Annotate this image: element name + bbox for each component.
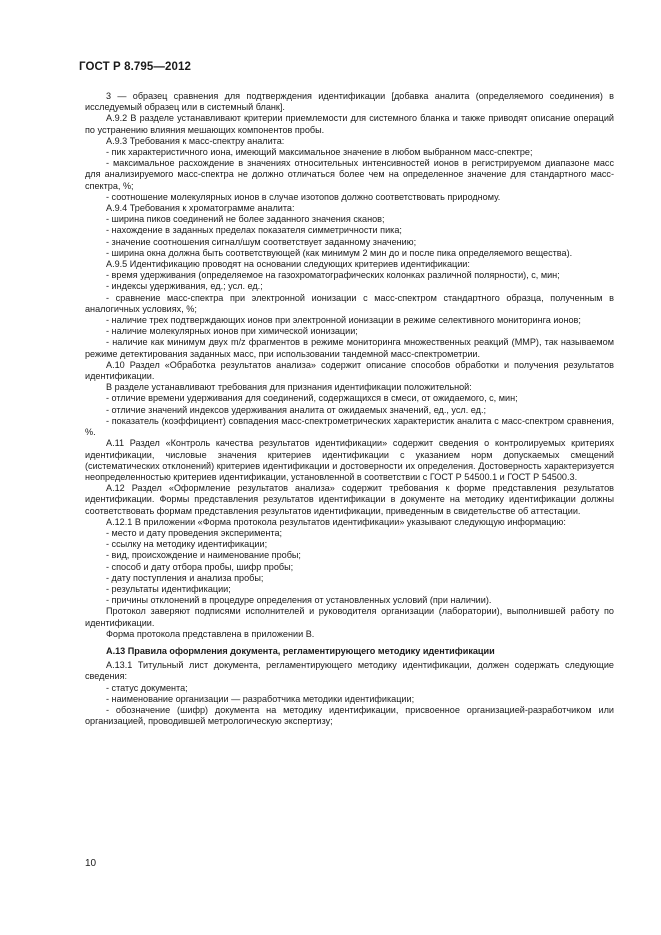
paragraph: А.10 Раздел «Обработка результатов анализа» содержит описание способов обработки и получения результатов идентификации. (85, 359, 614, 382)
document-body (85, 91, 614, 727)
paragraph: - отличие значений индексов удерживания аналита от ожидаемых значений, ед., усл. ед.; (106, 404, 487, 415)
paragraph: - вид, происхождение и наименование пробы; (106, 550, 301, 561)
paragraph: - отличие времени удерживания для соединений, содержащихся в смеси, от ожидаемого, с, мин; (106, 393, 518, 404)
paragraph: - время удерживания (определяемое на газохроматографических колонках различной полярности), с, мин; (106, 270, 560, 281)
paragraph: А.9.4 Требования к хроматограмме аналита: (106, 203, 295, 214)
paragraph: - индексы удерживания, ед.; усл. ед.; (106, 281, 263, 292)
paragraph: А.11 Раздел «Контроль качества результатов идентификации» содержит сведения о контролируемых критериях идентификации, числовые значения критериев идентификации с указанием норм допускаемых смещений (систематических отклонений) критериев идентификации и достоверности их определения. Достоверность характеризуется неопределенностью критериев идентификации, установленной в соответствии с ГОСТ Р 54500.1 и ГОСТ Р 54500.3. (85, 438, 614, 482)
paragraph: - статус документа; (106, 682, 188, 693)
paragraph: - наименование организации — разработчика методики идентификации; (106, 693, 415, 704)
paragraph: Форма протокола представлена в приложении В. (106, 628, 315, 639)
paragraph: - наличие трех подтверждающих ионов при электронной ионизации в режиме селективного мониторинга ионов; (106, 315, 581, 326)
page-number: 10 (85, 858, 97, 869)
paragraph: - значение соотношения сигнал/шум соответствует заданному значению; (106, 236, 417, 247)
paragraph: - соотношение молекулярных ионов в случае изотопов должно соответствовать природному. (106, 191, 501, 202)
paragraph: А.12.1 В приложении «Форма протокола результатов идентификации» указывают следующую информацию: (106, 516, 566, 527)
paragraph: - нахождение в заданных пределах показателя симметричности пика; (106, 225, 402, 236)
paragraph: - наличие как минимум двух m/z фрагментов в режиме мониторинга множественных реакций (ММР), так называемом режиме детектирования заданных масс, при использовании тандемной масс-спектрометрии. (85, 337, 614, 359)
paragraph: - наличие молекулярных ионов при химической ионизации; (106, 326, 358, 337)
paragraph: Протокол заверяют подписями исполнителей и руководителя организации (лаборатории), выполнившей работу по идентификации. (85, 606, 614, 628)
paragraph: - обозначение (шифр) документа на методику идентификации, присвоенное организацией-разработчиком или организацией, проводившей метрологическую экспертизу; (85, 704, 614, 727)
paragraph: - дату поступления и анализа пробы; (106, 572, 264, 583)
paragraph: А.13.1 Титульный лист документа, регламентирующего методику идентификации, должен содержать следующие сведения: (85, 660, 614, 682)
paragraph: - причины отклонений в процедуре определения от установленных условий (при наличии). (106, 595, 492, 606)
paragraph: - ссылку на методику идентификации; (106, 539, 268, 550)
document-header: ГОСТ Р 8.795—2012 (79, 61, 191, 73)
paragraph: - результаты идентификации; (106, 583, 231, 594)
paragraph: А.9.2 В разделе устанавливают критерии приемлемости для системного бланка и также приводят описание операций по устранению влияния мешающих компонентов пробы. (85, 113, 614, 135)
paragraph: - ширина пиков соединений не более заданного значения сканов; (106, 214, 385, 225)
paragraph: - способ и дату отбора пробы, шифр пробы; (106, 561, 294, 572)
paragraph: - максимальное расхождение в значениях относительных интенсивностей ионов в регистрируемом диапазоне масс для анализируемого масс-спектра не должно отличаться более чем на определенное значение для стандартного масс-спектра, %; (85, 158, 614, 191)
paragraph: - место и дату проведения эксперимента; (106, 527, 283, 538)
paragraph: 3 — образец сравнения для подтверждения идентификации [добавка аналита (определяемого соединения) в исследуемый образец или в системный бланк]. (85, 91, 614, 113)
paragraph: - ширина окна должна быть соответствующей (как минимум 2 мин до и после пика определяемого вещества). (106, 247, 573, 258)
paragraph: А.9.5 Идентификацию проводят на основании следующих критериев идентификации: (106, 259, 470, 270)
paragraph: А.12 Раздел «Оформление результатов анализа» содержит требования к форме представления результатов идентификации. Формы представления результатов идентификации в документе на методику идентификации должны соответствовать формам представления результатов идентификации, приведенным в свидетельстве об аттестации. (85, 483, 614, 516)
paragraph: - сравнение масс-спектра при электронной ионизации с масс-спектром стандартного образца, полученным в аналогичных условиях, %; (85, 292, 614, 314)
section-heading: А.13 Правила оформления документа, регламентирующего методику идентификации (106, 645, 495, 656)
paragraph: А.9.3 Требования к масс-спектру аналита: (106, 135, 285, 146)
paragraph: В разделе устанавливают требования для признания идентификации положительной: (106, 382, 472, 393)
paragraph: - показатель (коэффициент) совпадения масс-спектрометрических характеристик аналита с масс-спектром сравнения, %. (85, 415, 614, 438)
paragraph: - пик характеристичного иона, имеющий максимальное значение в любом выбранном масс-спектре; (106, 147, 533, 158)
